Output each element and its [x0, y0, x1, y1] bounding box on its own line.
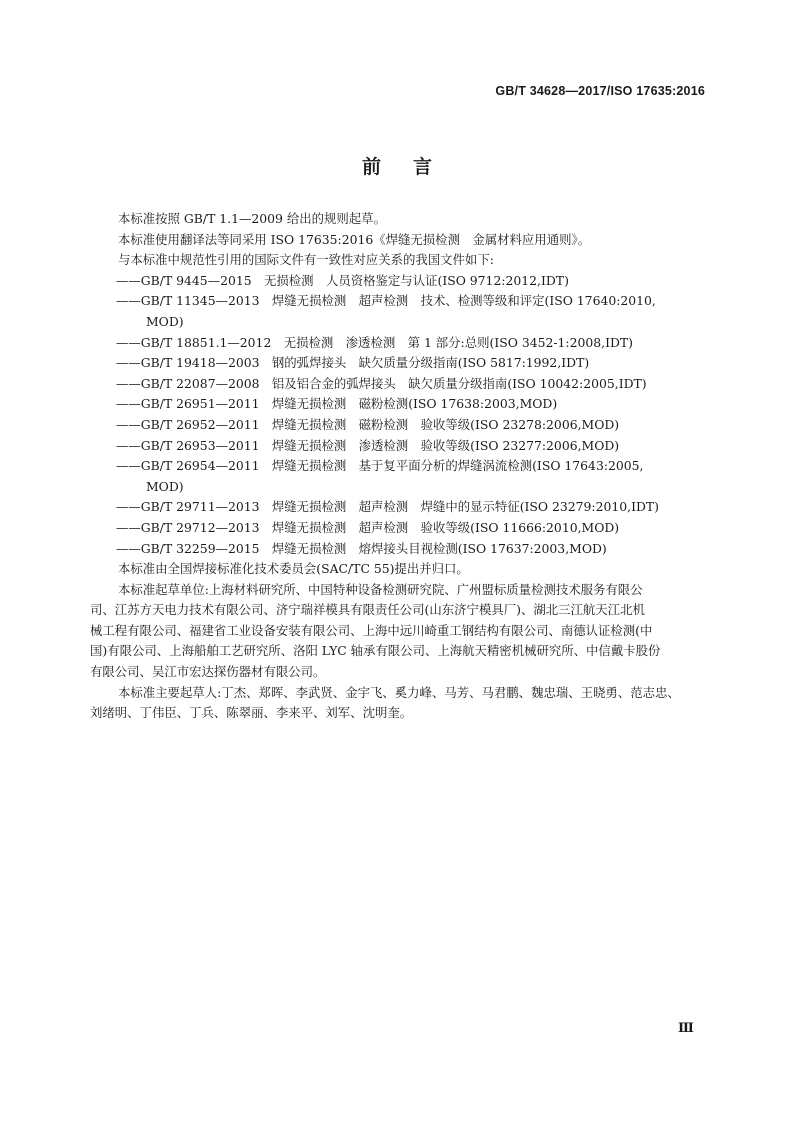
paragraph-adoption: 本标准使用翻译法等同采用 ISO 17635:2016《焊缝无损检测 金属材料应用通则》。 [118, 231, 591, 247]
standard-code-header: GB/T 34628—2017/ISO 17635:2016 [495, 84, 705, 98]
drafters-line: 本标准主要起草人:丁杰、郑晖、李武贤、金宇飞、奚力峰、马芳、马君鹏、魏忠瑞、王晓勇、范志忠、 [118, 684, 680, 700]
paragraph-drafting-rules: 本标准按照 GB/T 1.1—2009 给出的规则起草。 [118, 211, 386, 226]
drafting-units-line: 有限公司、吴江市宏达探伤器材有限公司。 [90, 664, 326, 680]
reference-item: ——GB/T 32259—2015 焊缝无损检测 熔焊接头目视检测(ISO 17637:2003,MOD) [116, 540, 607, 556]
drafting-units-line: 械工程有限公司、福建省工业设备安装有限公司、上海中远川崎重工钢结构有限公司、南德认证检测(中 [90, 622, 653, 638]
reference-item-continuation: MOD) [146, 313, 184, 329]
drafting-units-line: 本标准起草单位:上海材料研究所、中国特种设备检测研究院、广州盟标质量检测技术服务有限公 [118, 581, 643, 597]
drafting-units-line: 司、江苏方天电力技术有限公司、济宁瑞祥模具有限责任公司(山东济宁模具厂)、湖北三江航天江北机 [90, 602, 645, 618]
reference-item: ——GB/T 29711—2013 焊缝无损检测 超声检测 焊缝中的显示特征(ISO 23279:2010,IDT) [116, 499, 660, 515]
reference-item: ——GB/T 18851.1—2012 无损检测 渗透检测 第 1 部分:总则(ISO 3452-1:2008,IDT) [116, 334, 634, 350]
reference-item: ——GB/T 26951—2011 焊缝无损检测 磁粉检测(ISO 17638:2003,MOD) [116, 396, 558, 412]
drafting-units-line: 国)有限公司、上海船舶工艺研究所、洛阳 LYC 轴承有限公司、上海航天精密机械研究所、中信戴卡股份 [90, 643, 661, 659]
paragraph-references-intro: 与本标准中规范性引用的国际文件有一致性对应关系的我国文件如下: [118, 252, 494, 268]
reference-item: ——GB/T 11345—2013 焊缝无损检测 超声检测 技术、检测等级和评定(ISO 17640:2010, [116, 293, 656, 309]
reference-item: ——GB/T 9445—2015 无损检测 人员资格鉴定与认证(ISO 9712:2012,IDT) [116, 272, 569, 288]
paragraph-proposal: 本标准由全国焊接标准化技术委员会(SAC/TC 55)提出并归口。 [118, 561, 469, 577]
reference-item: ——GB/T 19418—2003 钢的弧焊接头 缺欠质量分级指南(ISO 5817:1992,IDT) [116, 355, 590, 371]
page-title: 前言 [361, 156, 464, 178]
page-number: Ⅲ [678, 1020, 694, 1035]
drafting-units [90, 580, 706, 683]
foreword-body [90, 209, 706, 724]
reference-list [118, 271, 706, 559]
reference-item: ——GB/T 29712—2013 焊缝无损检测 超声检测 验收等级(ISO 11666:2010,MOD) [116, 519, 620, 535]
drafters-line: 刘绪明、丁伟臣、丁兵、陈翠丽、李来平、刘军、沈明奎。 [90, 705, 413, 721]
reference-item: ——GB/T 26952—2011 焊缝无损检测 磁粉检测 验收等级(ISO 23278:2006,MOD) [116, 416, 620, 432]
drafters [90, 683, 706, 724]
reference-item: ——GB/T 22087—2008 铝及铝合金的弧焊接头 缺欠质量分级指南(ISO 10042:2005,IDT) [116, 375, 647, 391]
reference-item: ——GB/T 26954—2011 焊缝无损检测 基于复平面分析的焊缝涡流检测(ISO 17643:2005, [116, 458, 644, 474]
reference-item: ——GB/T 26953—2011 焊缝无损检测 渗透检测 验收等级(ISO 23277:2006,MOD) [116, 437, 620, 453]
reference-item-continuation: MOD) [146, 478, 184, 494]
